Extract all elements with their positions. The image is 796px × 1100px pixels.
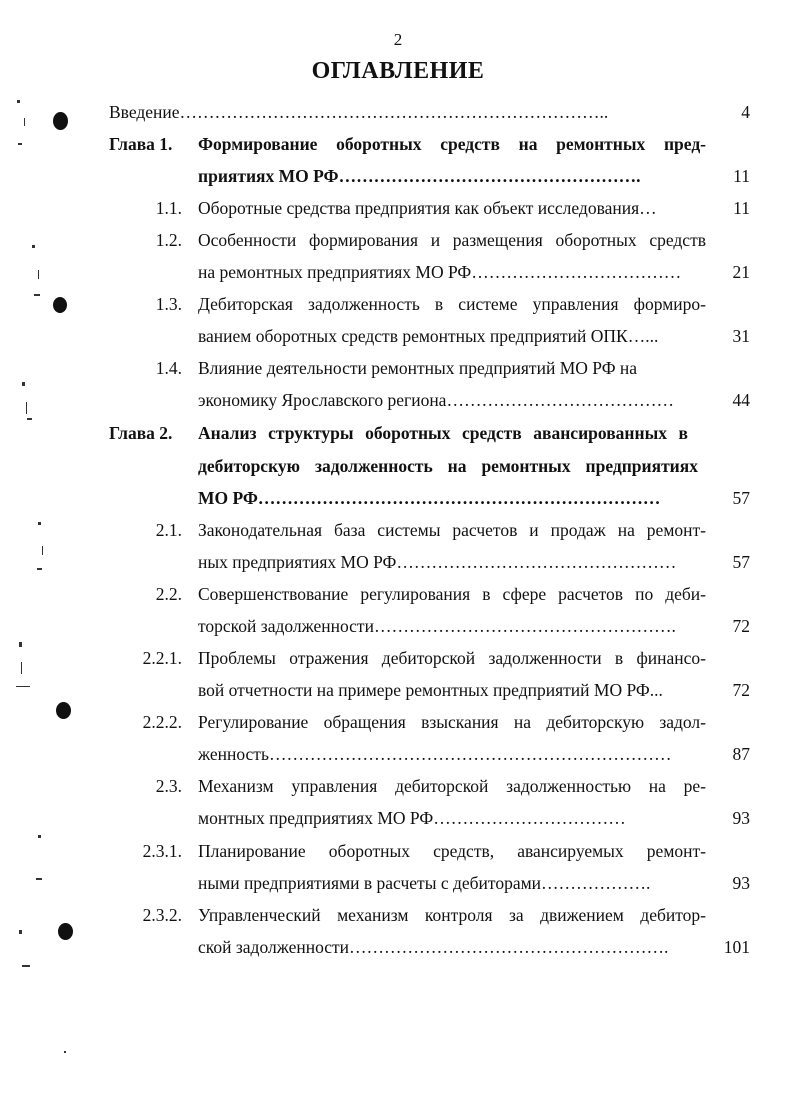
section-2-3-1-title-line1[interactable]: Планирование оборотных средств, авансируемых ремонт- xyxy=(198,841,706,861)
section-1-1-page: 11 xyxy=(733,198,750,218)
speck xyxy=(19,642,22,647)
section-2-1-label: 2.1. xyxy=(155,520,182,540)
section-2-2-page: 72 xyxy=(732,616,750,636)
speck xyxy=(22,965,30,967)
section-2-2-2-label: 2.2.2. xyxy=(142,712,182,732)
speck xyxy=(27,418,32,420)
section-2-3-2-title-line1[interactable]: Управленческий механизм контроля за движением дебитор- xyxy=(198,905,706,925)
page-title: ОГЛАВЛЕНИЕ xyxy=(311,58,485,84)
section-2-3-title-line2[interactable]: монтных предприятиях МО РФ…………………………… xyxy=(198,808,626,828)
section-1-1-title[interactable]: Оборотные средства предприятия как объект исследования… xyxy=(198,198,657,218)
section-1-3-title-line1[interactable]: Дебиторская задолженность в системе управления формиро- xyxy=(198,294,706,314)
speck xyxy=(21,662,22,674)
section-2-3-label: 2.3. xyxy=(155,776,182,796)
chapter-2-title-line1[interactable]: Анализ структуры оборотных средств авансированных в xyxy=(198,423,688,443)
section-1-2-page: 21 xyxy=(732,262,750,282)
section-2-2-2-title-line1[interactable]: Регулирование обращения взыскания на дебиторскую задол- xyxy=(198,712,706,732)
section-2-2-1-page: 72 xyxy=(732,680,750,700)
chapter-2-title-line3[interactable]: МО РФ…………………………………………………………… xyxy=(198,488,661,508)
section-1-4-label: 1.4. xyxy=(155,358,182,378)
ink-blot xyxy=(58,923,73,940)
section-2-1-page: 57 xyxy=(732,552,750,572)
section-1-3-title-line2[interactable]: ванием оборотных средств ремонтных предприятий ОПК…... xyxy=(198,326,659,346)
section-2-2-1-title-line2[interactable]: вой отчетности на примере ремонтных предприятий МО РФ... xyxy=(198,680,663,700)
section-2-2-title-line1[interactable]: Совершенствование регулирования в сфере расчетов по деби- xyxy=(198,584,706,604)
section-2-2-1-label: 2.2.1. xyxy=(142,648,182,668)
section-1-3-label: 1.3. xyxy=(155,294,182,314)
speck xyxy=(22,382,25,386)
speck xyxy=(26,402,27,414)
ink-blot xyxy=(56,702,71,719)
speck xyxy=(34,294,40,296)
chapter-2-label: Глава 2. xyxy=(109,423,173,443)
section-1-3-page: 31 xyxy=(732,326,750,346)
section-2-1-title-line2[interactable]: ных предприятиях МО РФ………………………………………… xyxy=(198,552,677,572)
speck xyxy=(37,568,42,570)
section-2-3-1-title-line2[interactable]: ными предприятиями в расчеты с дебиторами………………. xyxy=(198,873,651,893)
section-1-1-label: 1.1. xyxy=(155,198,182,218)
section-2-2-1-title-line1[interactable]: Проблемы отражения дебиторской задолженности в финансо- xyxy=(198,648,706,668)
section-2-3-title-line1[interactable]: Механизм управления дебиторской задолженностью на ре- xyxy=(198,776,706,796)
section-2-3-2-page: 101 xyxy=(723,937,750,957)
speck xyxy=(24,118,25,126)
section-2-3-1-label: 2.3.1. xyxy=(142,841,182,861)
speck xyxy=(38,522,41,525)
speck xyxy=(19,930,22,934)
section-2-2-label: 2.2. xyxy=(155,584,182,604)
section-1-4-title-line1[interactable]: Влияние деятельности ремонтных предприятий МО РФ на xyxy=(198,358,638,378)
chapter-1-title-line2[interactable]: приятиях МО РФ……………………………………………. xyxy=(198,166,641,186)
page-number: 2 xyxy=(393,30,403,49)
speck xyxy=(32,245,35,248)
section-2-2-2-page: 87 xyxy=(732,744,750,764)
section-2-3-2-label: 2.3.2. xyxy=(142,905,182,925)
speck xyxy=(16,686,30,687)
section-2-3-2-title-line2[interactable]: ской задолженности………………………………………………. xyxy=(198,937,669,957)
speck xyxy=(42,546,43,555)
speck xyxy=(38,835,41,838)
toc-intro-text[interactable]: Введение……………………………………………………………….. xyxy=(109,102,609,122)
section-1-4-page: 44 xyxy=(732,390,750,410)
toc-intro-page: 4 xyxy=(741,102,750,122)
speck xyxy=(18,143,22,145)
section-1-2-label: 1.2. xyxy=(155,230,182,250)
chapter-1-title-line1[interactable]: Формирование оборотных средств на ремонтных пред- xyxy=(198,134,706,154)
section-1-2-title-line1[interactable]: Особенности формирования и размещения оборотных средств xyxy=(198,230,706,250)
speck xyxy=(38,270,39,279)
section-2-2-2-title-line2[interactable]: женность…………………………………………………………… xyxy=(198,744,672,764)
speck xyxy=(64,1051,66,1053)
section-2-2-title-line2[interactable]: торской задолженности……………………………………………. xyxy=(198,616,676,636)
section-1-2-title-line2[interactable]: на ремонтных предприятиях МО РФ……………………………… xyxy=(198,262,682,282)
section-2-1-title-line1[interactable]: Законодательная база системы расчетов и продаж на ремонт- xyxy=(198,520,706,540)
ink-blot xyxy=(53,112,68,130)
speck xyxy=(17,100,20,103)
ink-blot xyxy=(53,297,67,313)
chapter-2-page: 57 xyxy=(732,488,750,508)
speck xyxy=(36,878,42,880)
chapter-2-title-line2[interactable]: дебиторскую задолженность на ремонтных предприятиях xyxy=(198,456,698,476)
chapter-1-label: Глава 1. xyxy=(109,134,173,154)
chapter-1-page: 11 xyxy=(733,166,750,186)
section-1-4-title-line2[interactable]: экономику Ярославского региона………………………………… xyxy=(198,390,674,410)
section-2-3-1-page: 93 xyxy=(732,873,750,893)
section-2-3-page: 93 xyxy=(732,808,750,828)
